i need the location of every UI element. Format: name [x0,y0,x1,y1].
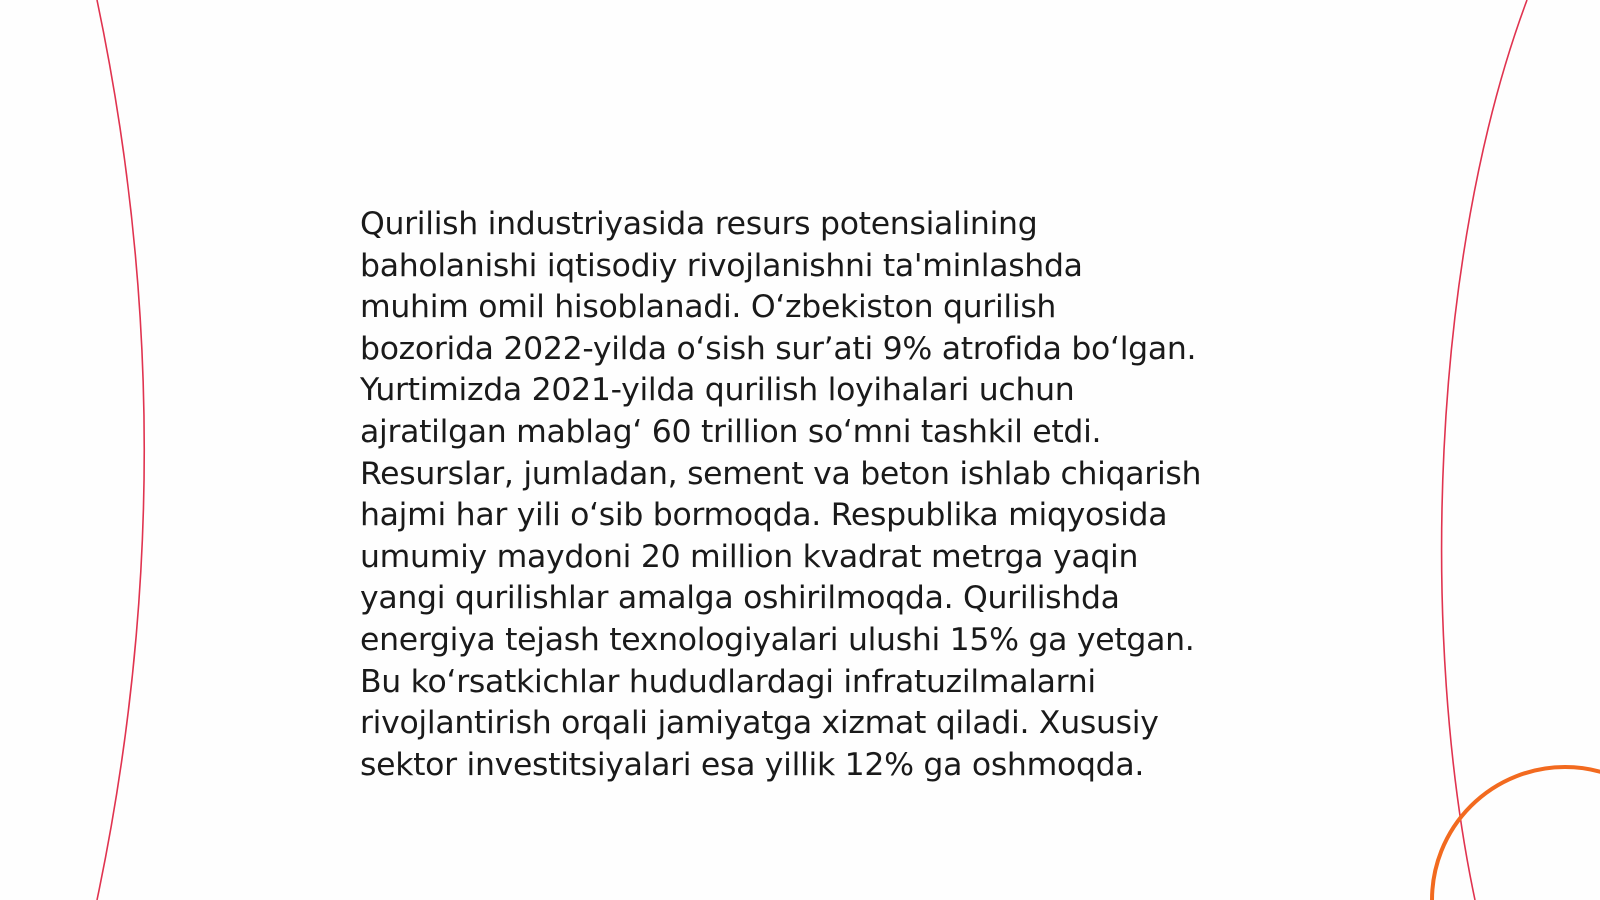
text-line: muhim omil hisoblanadi. O‘zbekiston qurilish [360,289,1057,326]
body-text [360,204,1240,786]
orange-circle [1432,767,1600,900]
text-line: sektor investitsiyalari esa yillik 12% ga oshmoqda. [360,746,1145,783]
left-curve [97,0,144,900]
text-line: ajratilgan mablag‘ 60 trillion so‘mni tashkil etdi. [360,413,1102,450]
text-line: bozorida 2022-yilda o‘sish sur’ati 9% atrofida bo‘lgan. [360,330,1197,367]
text-line: Resurslar, jumladan, sement va beton ishlab chiqarish [360,455,1202,492]
text-line: Yurtimizda 2021-yilda qurilish loyihalari uchun [360,372,1075,409]
text-line: baholanishi iqtisodiy rivojlanishni ta'minlashda [360,247,1083,284]
text-line: hajmi har yili o‘sib bormoqda. Respublika miqyosida [360,497,1168,534]
text-line: Qurilish industriyasida resurs potensialining [360,206,1038,242]
text-line: rivojlantirish orqali jamiyatga xizmat qiladi. Xususiy [360,705,1159,742]
right-curve [1442,0,1527,900]
text-line: Bu ko‘rsatkichlar hududlardagi infratuzilmalarni [360,663,1096,700]
text-line: umumiy maydoni 20 million kvadrat metrga yaqin [360,538,1139,575]
text-line: yangi qurilishlar amalga oshirilmoqda. Qurilishda [360,580,1120,617]
text-line: energiya tejash texnologiyalari ulushi 15% ga yetgan. [360,621,1195,658]
